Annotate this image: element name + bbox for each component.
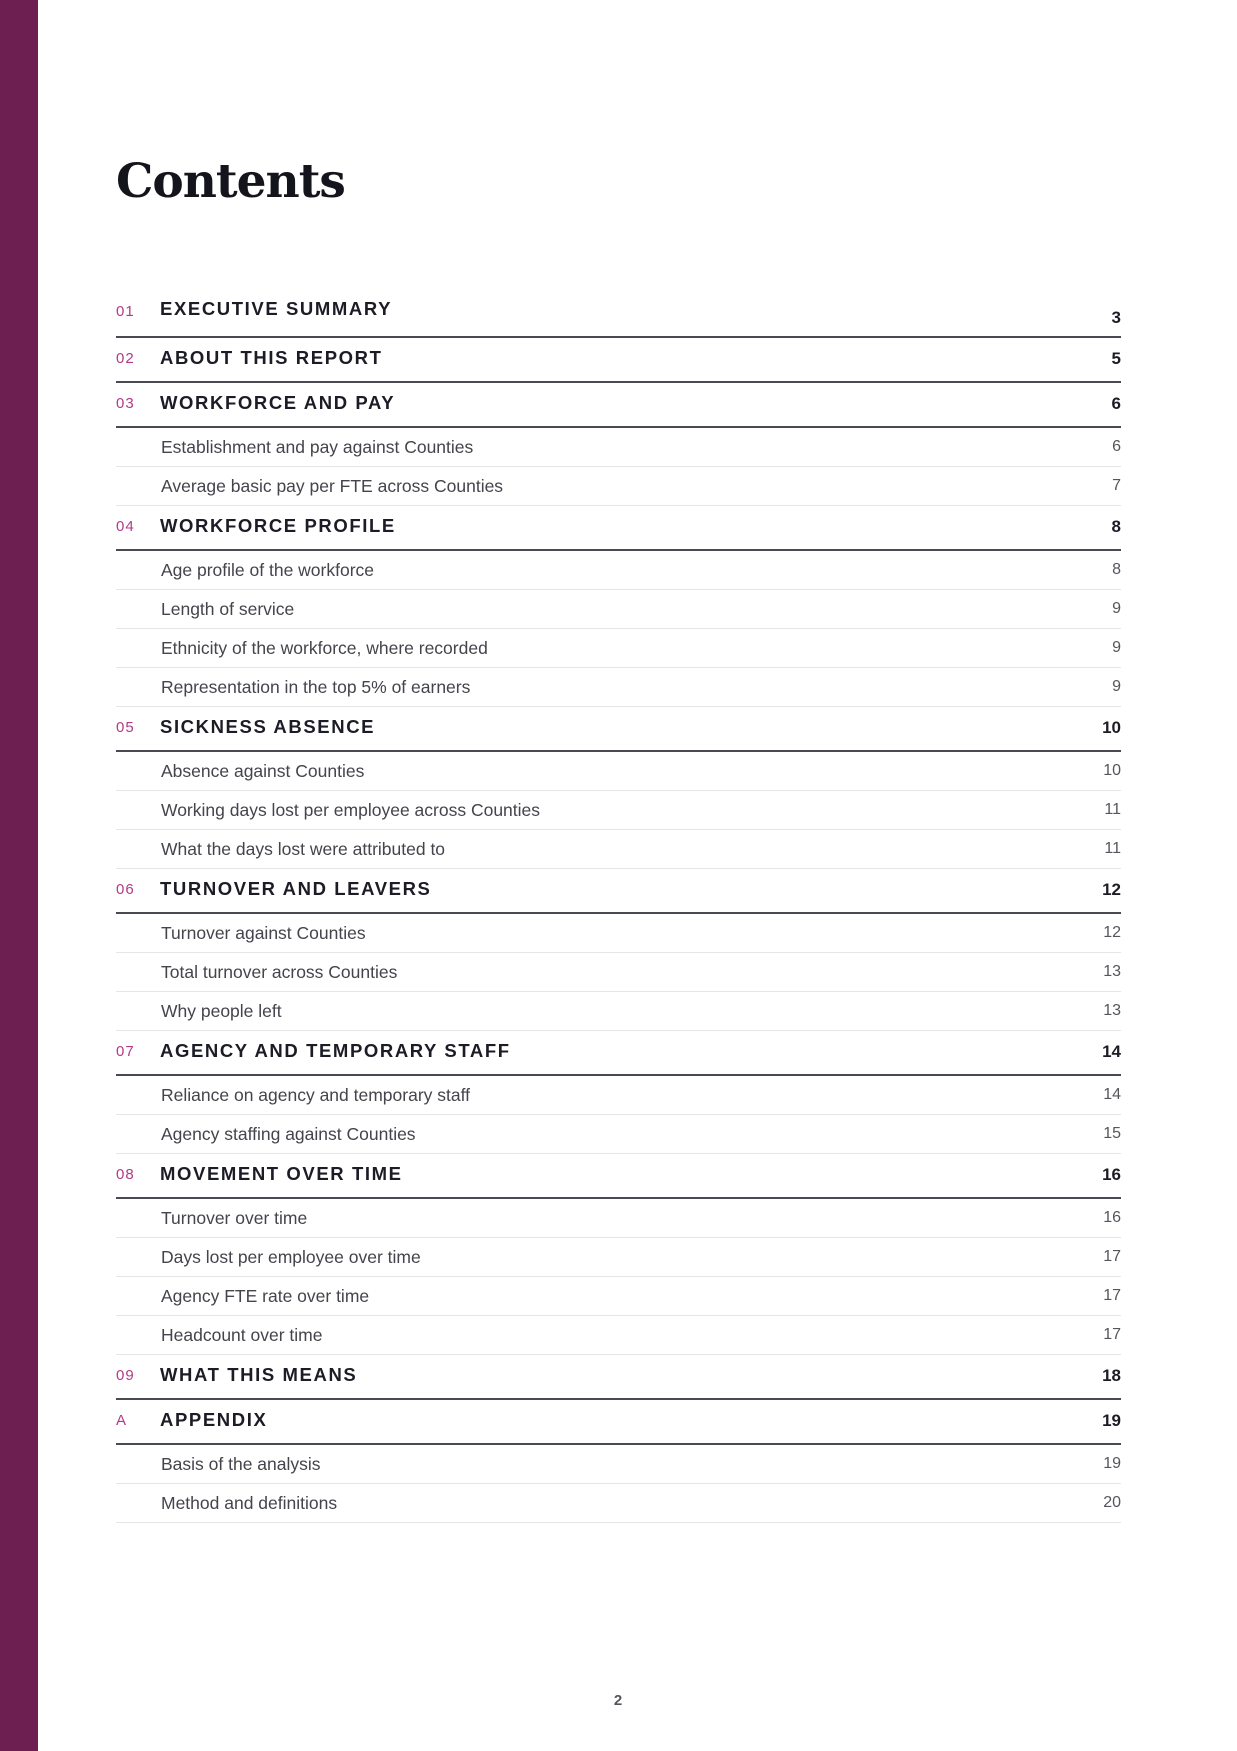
section-number: A	[116, 1412, 128, 1429]
section-title: APPENDIX	[160, 1409, 268, 1430]
subsection-title: Agency FTE rate over time	[161, 1286, 370, 1306]
toc-subsection-row[interactable]	[116, 1316, 1121, 1355]
toc-subsection-row[interactable]	[116, 1115, 1121, 1154]
toc-subsection-row[interactable]	[116, 791, 1121, 830]
section-number: 04	[116, 518, 135, 535]
subsection-page-number: 17	[1103, 1287, 1121, 1304]
section-page-number: 10	[1102, 718, 1121, 737]
subsection-title: Average basic pay per FTE across Counties	[161, 476, 504, 496]
toc-subsection-row[interactable]	[116, 1484, 1121, 1523]
toc-subsection-row[interactable]	[116, 830, 1121, 869]
table-of-contents	[116, 290, 1121, 1523]
subsection-page-number: 9	[1112, 639, 1121, 656]
section-page-number: 5	[1111, 349, 1121, 368]
toc-section-row[interactable]	[116, 1355, 1121, 1400]
toc-section-row[interactable]	[116, 1154, 1121, 1199]
toc-subsection-row[interactable]	[116, 1199, 1121, 1238]
subsection-title: Days lost per employee over time	[161, 1247, 421, 1267]
toc-subsection-row[interactable]	[116, 428, 1121, 467]
subsection-page-number: 19	[1103, 1455, 1121, 1472]
subsection-page-number: 16	[1103, 1209, 1121, 1226]
subsection-page-number: 13	[1103, 963, 1121, 980]
section-title: SICKNESS ABSENCE	[160, 716, 376, 737]
subsection-title: Headcount over time	[161, 1325, 323, 1345]
subsection-title: Establishment and pay against Counties	[161, 437, 474, 457]
subsection-title: Total turnover across Counties	[161, 962, 398, 982]
section-number: 02	[116, 350, 135, 367]
toc-section-row[interactable]	[116, 290, 1121, 338]
section-title: WORKFORCE AND PAY	[160, 392, 396, 413]
subsection-page-number: 20	[1103, 1494, 1121, 1511]
section-title: WORKFORCE PROFILE	[160, 515, 396, 536]
toc-section-row[interactable]	[116, 707, 1121, 752]
subsection-page-number: 13	[1103, 1002, 1121, 1019]
section-title: AGENCY AND TEMPORARY STAFF	[160, 1040, 511, 1061]
subsection-title: Representation in the top 5% of earners	[161, 677, 471, 697]
section-page-number: 18	[1102, 1366, 1121, 1385]
section-number: 06	[116, 881, 135, 898]
section-page-number: 19	[1102, 1411, 1121, 1430]
subsection-title: Turnover over time	[161, 1208, 308, 1228]
subsection-title: What the days lost were attributed to	[161, 839, 446, 859]
toc-section-row[interactable]	[116, 506, 1121, 551]
subsection-title: Working days lost per employee across Counties	[161, 800, 541, 820]
section-title: WHAT THIS MEANS	[160, 1364, 358, 1385]
subsection-page-number: 9	[1112, 600, 1121, 617]
section-number: 08	[116, 1166, 135, 1183]
toc-subsection-row[interactable]	[116, 629, 1121, 668]
section-page-number: 16	[1102, 1165, 1121, 1184]
subsection-title: Why people left	[161, 1001, 282, 1021]
subsection-page-number: 11	[1104, 840, 1121, 857]
toc-subsection-row[interactable]	[116, 914, 1121, 953]
subsection-page-number: 14	[1103, 1086, 1121, 1103]
toc-subsection-row[interactable]	[116, 1445, 1121, 1484]
toc-section-row[interactable]	[116, 1031, 1121, 1076]
toc-subsection-row[interactable]	[116, 752, 1121, 791]
subsection-page-number: 7	[1112, 477, 1121, 494]
toc-subsection-row[interactable]	[116, 992, 1121, 1031]
toc-subsection-row[interactable]	[116, 551, 1121, 590]
page-number: 2	[613, 1692, 623, 1709]
section-title: MOVEMENT OVER TIME	[160, 1163, 403, 1184]
subsection-page-number: 17	[1103, 1326, 1121, 1343]
subsection-page-number: 12	[1103, 924, 1121, 941]
toc-subsection-row[interactable]	[116, 590, 1121, 629]
toc-section-row[interactable]	[116, 1400, 1121, 1445]
subsection-page-number: 17	[1103, 1248, 1121, 1265]
subsection-title: Age profile of the workforce	[161, 560, 375, 580]
section-title: EXECUTIVE SUMMARY	[160, 298, 393, 319]
toc-subsection-row[interactable]	[116, 668, 1121, 707]
toc-subsection-row[interactable]	[116, 1277, 1121, 1316]
toc-subsection-row[interactable]	[116, 953, 1121, 992]
section-page-number: 12	[1102, 880, 1121, 899]
section-title: TURNOVER AND LEAVERS	[160, 878, 432, 899]
subsection-title: Reliance on agency and temporary staff	[161, 1085, 471, 1105]
toc-section-row[interactable]	[116, 338, 1121, 383]
subsection-title: Ethnicity of the workforce, where recorded	[161, 638, 488, 658]
section-page-number: 8	[1111, 517, 1121, 536]
subsection-title: Absence against Counties	[161, 761, 365, 781]
toc-subsection-row[interactable]	[116, 1238, 1121, 1277]
subsection-page-number: 15	[1103, 1125, 1121, 1142]
toc-section-row[interactable]	[116, 869, 1121, 914]
accent-sidebar	[0, 0, 38, 1751]
section-number: 05	[116, 719, 135, 736]
subsection-title: Method and definitions	[161, 1493, 338, 1513]
section-page-number: 3	[1111, 308, 1121, 327]
section-title: ABOUT THIS REPORT	[160, 347, 383, 368]
section-number: 01	[116, 303, 135, 320]
subsection-title: Agency staffing against Counties	[161, 1124, 416, 1144]
page-title: Contents	[116, 154, 345, 209]
section-number: 07	[116, 1043, 135, 1060]
subsection-page-number: 8	[1112, 561, 1121, 578]
section-page-number: 6	[1111, 394, 1121, 413]
toc-subsection-row[interactable]	[116, 1076, 1121, 1115]
subsection-title: Length of service	[161, 599, 295, 619]
section-number: 03	[116, 395, 135, 412]
subsection-title: Turnover against Counties	[161, 923, 366, 943]
toc-section-row[interactable]	[116, 383, 1121, 428]
section-number: 09	[116, 1367, 135, 1384]
toc-subsection-row[interactable]	[116, 467, 1121, 506]
subsection-page-number: 9	[1112, 678, 1121, 695]
subsection-page-number: 10	[1103, 762, 1121, 779]
subsection-page-number: 6	[1112, 438, 1121, 455]
subsection-page-number: 11	[1104, 801, 1121, 818]
section-page-number: 14	[1102, 1042, 1121, 1061]
subsection-title: Basis of the analysis	[161, 1454, 321, 1474]
